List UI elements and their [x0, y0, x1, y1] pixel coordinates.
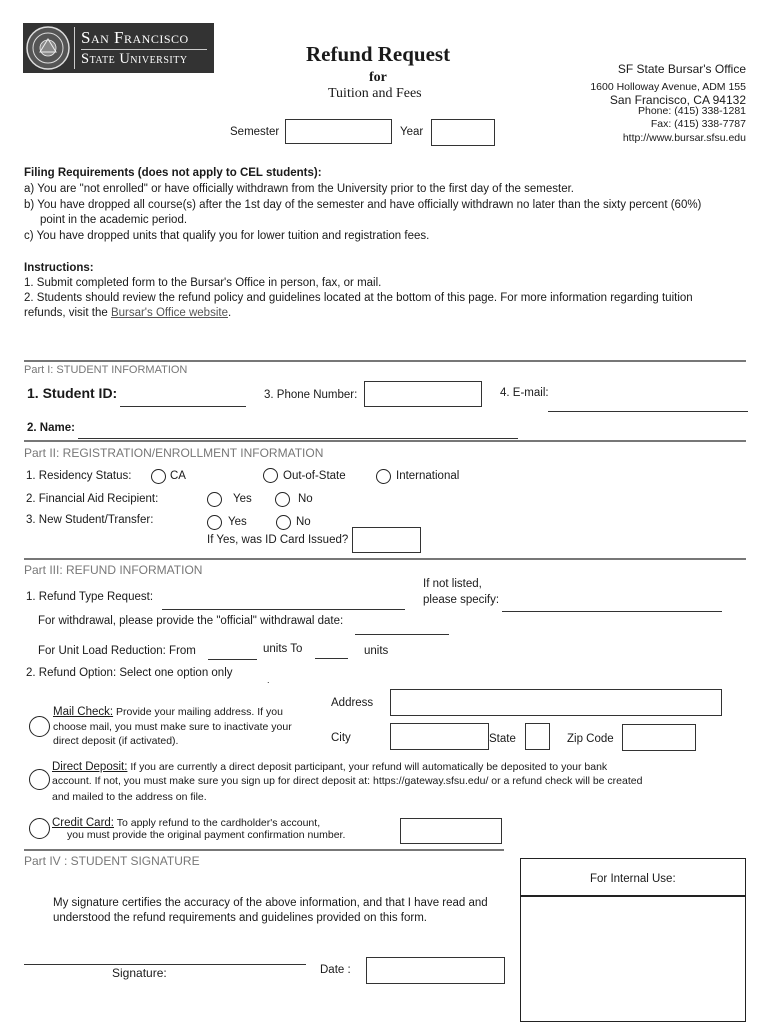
financial-aid-yes-label: Yes	[233, 493, 252, 505]
office-url[interactable]: http://www.bursar.sfsu.edu	[622, 132, 746, 144]
email-label: 4. E-mail:	[500, 387, 549, 399]
financial-aid-yes-radio[interactable]	[207, 492, 222, 507]
direct-deposit-desc1: If you are currently a direct deposit participant, your refund will automatically be deposited to your bank	[127, 761, 608, 773]
part3-title: Part III: REFUND INFORMATION	[24, 563, 203, 577]
residency-ca-radio[interactable]	[151, 469, 166, 484]
email-field[interactable]	[548, 411, 748, 412]
unit-load-label: For Unit Load Reduction: From	[38, 645, 196, 657]
office-address1: 1600 Holloway Avenue, ADM 155	[590, 81, 746, 93]
filing-a: a) You are "not enrolled" or have officially withdrawn from the University prior to the first day of the semester.	[24, 183, 574, 195]
part4-title: Part IV : STUDENT SIGNATURE	[24, 854, 200, 868]
part4-rule	[24, 849, 504, 851]
office-phone: Phone: (415) 338-1281	[638, 105, 746, 117]
credit-card-title: Credit Card:	[52, 817, 114, 829]
bursar-website-link[interactable]: Bursar's Office website	[110, 307, 228, 319]
direct-deposit-line1	[52, 761, 607, 773]
form-subtitle: Tuition and Fees	[328, 86, 422, 101]
phone-label: 3. Phone Number:	[264, 389, 358, 401]
new-student-yes-label: Yes	[228, 516, 247, 528]
zip-label: Zip Code	[567, 733, 614, 745]
filing-heading: Filing Requirements (does not apply to CEL students):	[24, 167, 322, 179]
logo-line1: San Francisco	[81, 28, 189, 47]
units-to-label: units To	[263, 643, 303, 655]
instructions-item2b-post: .	[227, 307, 232, 319]
refund-option-label: 2. Refund Option: Select one option only	[26, 667, 233, 679]
mail-check-title: Mail Check:	[53, 706, 114, 718]
date-field[interactable]	[366, 957, 505, 984]
units-from-field[interactable]	[208, 659, 257, 660]
financial-aid-no-radio[interactable]	[275, 492, 290, 507]
confirmation-number-field[interactable]	[400, 818, 502, 844]
signature-label: Signature:	[112, 966, 167, 980]
signature-field[interactable]	[24, 964, 306, 965]
withdrawal-date-field[interactable]	[355, 634, 449, 635]
direct-deposit-title: Direct Deposit:	[52, 761, 128, 773]
financial-aid-label: 2. Financial Aid Recipient:	[26, 493, 159, 505]
university-logo	[23, 23, 214, 73]
form-title: Refund Request	[306, 42, 451, 66]
credit-card-radio[interactable]	[29, 818, 50, 839]
direct-deposit-radio[interactable]	[29, 769, 50, 790]
refund-type-label: 1. Refund Type Request:	[26, 591, 154, 603]
direct-deposit-line3: and mailed to the address on file.	[52, 791, 207, 803]
internal-use-label: For Internal Use:	[590, 873, 676, 885]
direct-deposit-line2: account. If not, you must make sure you sign up for direct deposit at: https://gateway.sfsu.edu/ or a refund check will be created	[52, 775, 643, 787]
state-field[interactable]	[525, 723, 550, 750]
name-field[interactable]	[78, 438, 518, 439]
withdrawal-label: For withdrawal, please provide the "official" withdrawal date:	[38, 615, 344, 627]
student-id-field[interactable]	[120, 406, 246, 407]
semester-field[interactable]	[285, 119, 392, 144]
phone-field[interactable]	[364, 381, 482, 407]
units-to-field[interactable]	[315, 658, 348, 659]
stray-dot: .	[267, 675, 270, 685]
semester-label: Semester	[230, 126, 280, 138]
part1-title: Part I: STUDENT INFORMATION	[24, 364, 188, 376]
credit-card-line1	[52, 817, 320, 829]
new-student-yes-radio[interactable]	[207, 515, 222, 530]
part2-title: Part II: REGISTRATION/ENROLLMENT INFORMATION	[24, 446, 324, 460]
new-student-label: 3. New Student/Transfer:	[26, 514, 154, 526]
part2-rule	[24, 440, 746, 442]
not-listed-line2: please specify:	[423, 594, 500, 606]
certification-line1: My signature certifies the accuracy of the above information, and that I have read and	[53, 897, 488, 909]
city-label: City	[331, 732, 351, 744]
id-card-field[interactable]	[352, 527, 421, 553]
credit-card-line2: you must provide the original payment confirmation number.	[67, 829, 346, 841]
address-label: Address	[331, 697, 374, 709]
office-address2: San Francisco, CA 94132	[609, 93, 746, 107]
logo-rule	[81, 49, 207, 50]
residency-out-of-state-label: Out-of-State	[283, 470, 346, 482]
state-label: State	[489, 733, 516, 745]
not-listed-line1: If not listed,	[423, 578, 482, 590]
name-label: 2. Name:	[27, 422, 75, 434]
mail-check-line2: choose mail, you must make sure to inactivate your	[53, 721, 292, 733]
city-field[interactable]	[390, 723, 489, 750]
refund-type-field[interactable]	[162, 609, 405, 610]
financial-aid-no-label: No	[298, 493, 313, 505]
zip-field[interactable]	[622, 724, 696, 751]
date-label: Date :	[320, 964, 351, 976]
filing-b1: b) You have dropped all course(s) after the 1st day of the semester and have officially withdrawn no later than the sixty percent (60%)	[24, 199, 702, 211]
year-label: Year	[400, 126, 424, 138]
part3-rule	[24, 558, 746, 560]
instructions-item2a: 2. Students should review the refund policy and guidelines located at the bottom of this page. For more information regarding tuition	[24, 292, 693, 304]
logo-divider	[74, 27, 75, 69]
residency-label: 1. Residency Status:	[26, 470, 132, 482]
mail-check-radio[interactable]	[29, 716, 50, 737]
instructions-heading: Instructions:	[24, 262, 94, 274]
instructions-item2b-pre: refunds, visit the	[24, 307, 111, 319]
form-for: for	[369, 70, 387, 85]
office-name: SF State Bursar's Office	[617, 62, 746, 76]
filing-c: c) You have dropped units that qualify you for lower tuition and registration fees.	[24, 230, 430, 242]
certification-line2: understood the refund requirements and guidelines provided on this form.	[53, 912, 427, 924]
university-seal-icon	[25, 25, 71, 71]
residency-international-label: International	[396, 470, 460, 482]
instructions-item2b	[24, 307, 231, 319]
instructions-item1: 1. Submit completed form to the Bursar's Office in person, fax, or mail.	[24, 277, 382, 289]
mail-check-line3: direct deposit (if activated).	[53, 735, 179, 747]
new-student-no-label: No	[296, 516, 311, 528]
mail-check-line1	[53, 706, 283, 718]
id-card-question: If Yes, was ID Card Issued?	[207, 534, 349, 546]
logo-line2: State University	[81, 51, 188, 67]
student-id-label: 1. Student ID:	[27, 385, 118, 401]
units-label: units	[364, 645, 389, 657]
mail-check-desc1: Provide your mailing address. If you	[113, 706, 283, 718]
new-student-no-radio[interactable]	[276, 515, 291, 530]
residency-ca-label: CA	[170, 470, 186, 482]
office-fax: Fax: (415) 338-7787	[650, 118, 746, 130]
credit-card-desc1: To apply refund to the cardholder's account,	[114, 817, 321, 829]
not-listed-field[interactable]	[502, 611, 722, 612]
filing-b2: point in the academic period.	[40, 214, 188, 226]
residency-international-radio[interactable]	[376, 469, 391, 484]
address-field[interactable]	[390, 689, 722, 716]
part1-rule	[24, 360, 746, 362]
internal-use-box	[520, 896, 746, 1022]
year-field[interactable]	[431, 119, 495, 146]
residency-out-of-state-radio[interactable]	[263, 468, 278, 483]
